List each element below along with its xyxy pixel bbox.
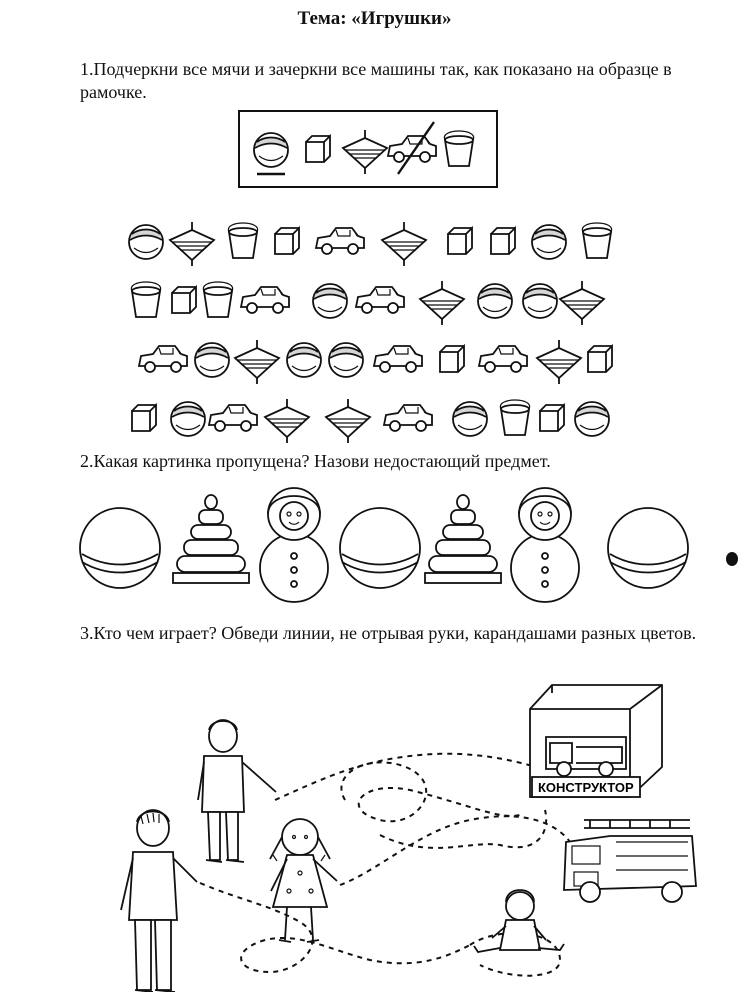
row3-car <box>374 346 422 372</box>
row3-top <box>235 340 279 384</box>
row1-bucket <box>228 223 257 258</box>
sample-box-toys <box>238 110 498 190</box>
row3-car <box>479 346 527 372</box>
row1-top <box>382 222 426 266</box>
row2-bucket <box>131 282 160 317</box>
boy-center <box>198 720 276 862</box>
sequence-pyramid <box>173 495 249 583</box>
maze-line-boy-to-box <box>275 754 560 800</box>
sample-top <box>343 130 387 174</box>
row2-top <box>420 281 464 325</box>
maze-line-tangle-1 <box>341 762 520 821</box>
row3-cube <box>588 346 612 372</box>
toy-rows <box>0 200 749 445</box>
row1-ball <box>532 225 566 259</box>
row1-top <box>170 222 214 266</box>
row2-ball <box>478 284 512 318</box>
row2-ball <box>313 284 347 318</box>
row1-bucket <box>582 223 611 258</box>
maze-scene <box>0 660 749 992</box>
row4-cube <box>132 405 156 431</box>
row1-cube <box>491 228 515 254</box>
row3-ball <box>195 343 229 377</box>
constructor-label: КОНСТРУКТОР <box>538 780 634 795</box>
sequence-roly-poly <box>260 488 328 602</box>
sample-cube <box>306 136 330 162</box>
maze-line-tall-boy-to-doll <box>200 883 470 972</box>
sample-ball <box>254 133 288 174</box>
sequence-big-ball <box>340 508 420 588</box>
page-title: Тема: «Игрушки» <box>297 8 452 29</box>
row3-top <box>537 340 581 384</box>
task-3-text: 3.Кто чем играет? Обведи линии, не отрывая руки, карандашами разных цветов. <box>80 623 697 643</box>
row1-ball <box>129 225 163 259</box>
sequence-big-ball <box>608 508 688 588</box>
row3-ball <box>287 343 321 377</box>
sample-car <box>388 122 436 174</box>
row2-bucket <box>203 282 232 317</box>
row3-cube <box>440 346 464 372</box>
row1-cube <box>275 228 299 254</box>
maze-line-tangle-2 <box>380 810 546 848</box>
row4-ball <box>575 402 609 436</box>
sequence-roly-poly <box>511 488 579 602</box>
maze-line-girl-to-truck <box>340 816 575 885</box>
row2-ball <box>523 284 557 318</box>
margin-dot <box>726 552 738 566</box>
row2-car <box>241 287 289 313</box>
row1-car <box>316 228 364 254</box>
row1-cube <box>448 228 472 254</box>
row3-ball <box>329 343 363 377</box>
constructor-box <box>530 685 662 797</box>
fire-truck <box>564 820 696 902</box>
sequence-row <box>0 480 749 610</box>
row4-car <box>384 405 432 431</box>
row3-car <box>139 346 187 372</box>
row4-ball <box>453 402 487 436</box>
sequence-big-ball <box>80 508 160 588</box>
boy-left <box>121 810 197 992</box>
row4-car <box>209 405 257 431</box>
row4-top <box>265 399 309 443</box>
task-2-text: 2.Какая картинка пропущена? Назови недостающий предмет. <box>80 451 551 471</box>
row4-top <box>326 399 370 443</box>
row2-top <box>560 281 604 325</box>
row2-cube <box>172 287 196 313</box>
task-1-text: 1.Подчеркни все мячи и зачеркни все машины так, как показано на образце в рамочке. <box>80 59 672 102</box>
sequence-pyramid <box>425 495 501 583</box>
row4-ball <box>171 402 205 436</box>
row4-bucket <box>500 400 529 435</box>
row2-car <box>356 287 404 313</box>
row4-cube <box>540 405 564 431</box>
sample-bucket <box>444 131 473 166</box>
